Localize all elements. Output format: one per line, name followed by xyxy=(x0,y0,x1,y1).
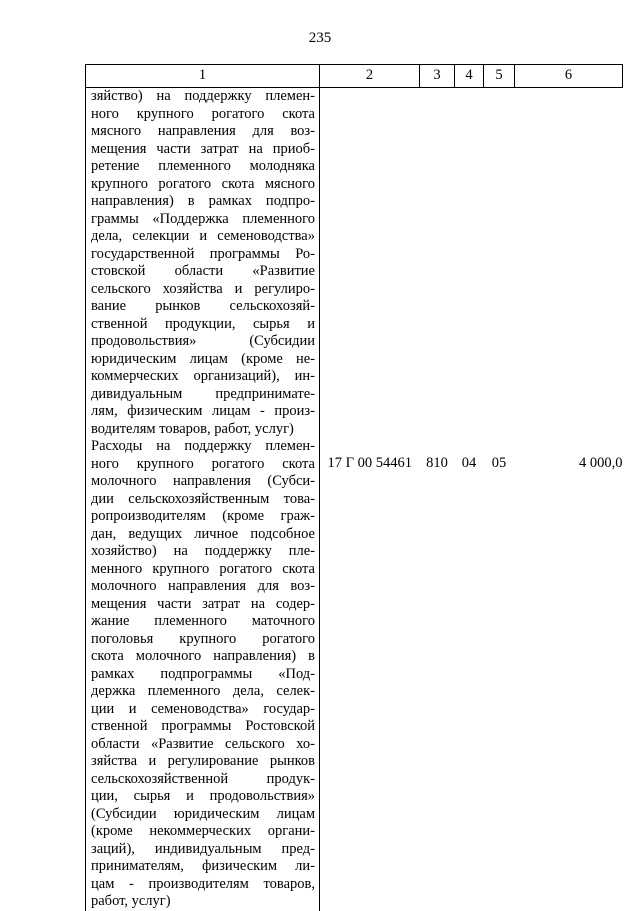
page-number: 235 xyxy=(308,30,332,46)
description-line: области «Развитие сельского хо- xyxy=(91,735,315,752)
description-line: держка племенного дела, селек- xyxy=(91,683,315,699)
table-header-row xyxy=(86,65,623,88)
description-line: жание племенного маточного xyxy=(91,613,315,629)
description-line: ции и семеноводства» государ- xyxy=(91,700,315,717)
description-line: сельского хозяйства и регулиро- xyxy=(91,280,315,297)
description-line: ного крупного рогатого скота xyxy=(91,105,315,122)
description-line: дивидуальным предпринимате- xyxy=(91,385,315,402)
description-line: мясного направления для воз- xyxy=(91,123,315,139)
description-line: ственной программы Ростовской xyxy=(91,718,315,734)
description-line: водителям товаров, работ, услуг) xyxy=(91,420,294,437)
description-line: стовской области «Развитие xyxy=(91,263,315,279)
budget-table xyxy=(85,64,623,911)
description-line: скота молочного направления) в xyxy=(91,648,315,664)
description-line: (Субсидии юридическим лицам xyxy=(91,805,315,822)
row-expense-type xyxy=(420,88,455,439)
row-section: 04 xyxy=(461,455,477,471)
description-line: рамках подпрограммы «Под- xyxy=(91,665,315,682)
description-line: принимателям, физическим ли- xyxy=(91,858,315,874)
description-line: государственной программы Ро- xyxy=(91,245,315,262)
description-line: ретение племенного молодняка xyxy=(91,158,315,174)
description-line: дии сельскохозяйственным това- xyxy=(91,490,315,507)
table-row xyxy=(86,438,623,911)
description-line: поголовья крупного рогатого xyxy=(91,630,315,647)
row-description xyxy=(86,88,320,439)
column-header-1: 1 xyxy=(86,65,320,88)
column-header-3: 3 xyxy=(420,65,455,88)
column-header-5: 5 xyxy=(484,65,515,88)
description-line: цам - производителям товаров, xyxy=(91,875,315,892)
description-line: дан, ведущих личное подсобное xyxy=(91,525,315,542)
description-line: зяйства и регулирование рынков xyxy=(91,753,315,769)
description-line: крупного рогатого скота мясного xyxy=(91,175,315,192)
row-subsection xyxy=(484,88,515,439)
row-subsection: 05 xyxy=(491,455,507,471)
row-description xyxy=(86,438,320,911)
column-header-2: 2 xyxy=(320,65,420,88)
description-line: менного крупного рогатого скота xyxy=(91,560,315,577)
row-amount: 4 000,0 xyxy=(579,455,623,471)
description-line: коммерческих организаций), ин- xyxy=(91,368,315,384)
description-line: (кроме некоммерческих органи- xyxy=(91,823,315,839)
description-line: ного крупного рогатого скота xyxy=(91,455,315,472)
description-line: вание рынков сельскохозяй- xyxy=(91,298,315,314)
description-line: работ, услуг) xyxy=(91,893,171,909)
row-section xyxy=(455,88,484,439)
description-line: продовольствия» (Субсидии xyxy=(91,333,315,349)
description-line: мещения части затрат на содер- xyxy=(91,595,315,612)
table-row xyxy=(86,88,623,439)
description-line: юридическим лицам (кроме не- xyxy=(91,350,315,367)
description-line: молочного направления (Субси- xyxy=(91,473,315,489)
description-line: дела, селекции и семеноводства» xyxy=(91,228,315,244)
description-line: ропроизводителям (кроме граж- xyxy=(91,508,315,524)
description-line: граммы «Поддержка племенного xyxy=(91,210,315,227)
description-line: ственной продукции, сырья и xyxy=(91,315,315,332)
description-line: зяйство) на поддержку племен- xyxy=(91,88,315,104)
description-line: мещения части затрат на приоб- xyxy=(91,140,315,157)
row-target-code: 17 Г 00 54461 xyxy=(327,455,412,471)
column-header-4: 4 xyxy=(455,65,484,88)
column-header-6: 6 xyxy=(515,65,623,88)
description-line: Расходы на поддержку племен- xyxy=(91,438,315,454)
description-line: ции, сырья и продовольствия» xyxy=(91,788,315,804)
description-line: молочного направления для воз- xyxy=(91,578,315,594)
description-line: сельскохозяйственной продук- xyxy=(91,770,315,787)
row-expense-type: 810 xyxy=(426,455,448,471)
row-target-code xyxy=(320,88,420,439)
description-line: заций), индивидуальным пред- xyxy=(91,840,315,857)
description-line: лям, физическим лицам - произ- xyxy=(91,403,315,419)
row-amount xyxy=(515,88,623,439)
description-line: направления) в рамках подпро- xyxy=(91,193,315,209)
description-line: хозяйство) на поддержку пле- xyxy=(91,543,315,559)
